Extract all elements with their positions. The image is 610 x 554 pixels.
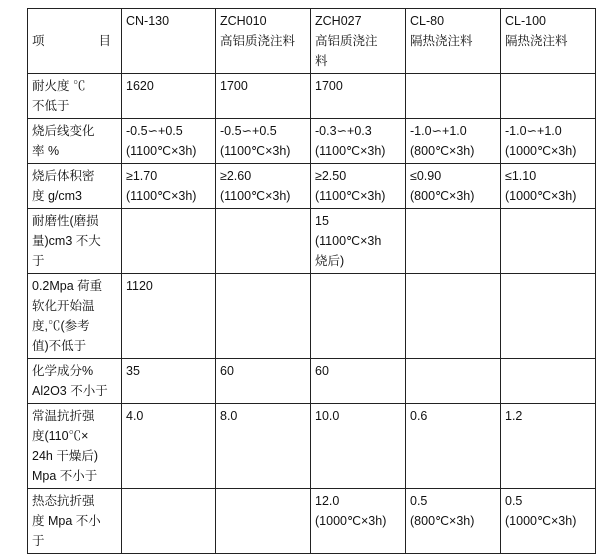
row-label: 热态抗折强 度 Mpa 不小 于 — [28, 489, 122, 554]
table-row — [28, 404, 596, 489]
table-row — [28, 119, 596, 164]
row-label: 化学成分% Al2O3 不小于 — [28, 359, 122, 404]
row-label: 常温抗折强 度(110℃× 24h 干燥后) Mpa 不小于 — [28, 404, 122, 489]
table-cell: ≥2.50 (1100℃×3h) — [311, 164, 406, 209]
table-cell — [216, 274, 311, 359]
table-row — [28, 359, 596, 404]
row-label: 耐火度 ℃ 不低于 — [28, 74, 122, 119]
table-cell: ≥1.70 (1100℃×3h) — [122, 164, 216, 209]
header-col-3: ZCH027 高铝质浇注 料 — [311, 9, 406, 74]
table-cell: 1700 — [216, 74, 311, 119]
table-cell: ≥2.60 (1100℃×3h) — [216, 164, 311, 209]
header-row — [28, 9, 596, 74]
row-label: 烧后线变化 率 % — [28, 119, 122, 164]
table-cell — [406, 359, 501, 404]
table-cell — [501, 209, 596, 274]
row-label: 0.2Mpa 荷重 软化开始温 度,℃(参考 值)不低于 — [28, 274, 122, 359]
table-cell: 1120 — [122, 274, 216, 359]
row-label: 耐磨性(磨损 量)cm3 不大 于 — [28, 209, 122, 274]
table-cell — [406, 74, 501, 119]
table-cell — [406, 274, 501, 359]
table-cell: 35 — [122, 359, 216, 404]
header-col-2: ZCH010 高铝质浇注料 — [216, 9, 311, 74]
table-cell — [311, 274, 406, 359]
table-cell — [406, 209, 501, 274]
table-cell: -0.5∽+0.5 (1100℃×3h) — [122, 119, 216, 164]
table-row — [28, 274, 596, 359]
table-cell: 0.5 (800℃×3h) — [406, 489, 501, 554]
header-col-4: CL-80 隔热浇注料 — [406, 9, 501, 74]
table-cell: 1700 — [311, 74, 406, 119]
table-cell: 1620 — [122, 74, 216, 119]
table-row — [28, 74, 596, 119]
table-cell: ≤0.90 (800℃×3h) — [406, 164, 501, 209]
table-cell — [501, 274, 596, 359]
table-cell: 10.0 — [311, 404, 406, 489]
table-cell: 12.0 (1000℃×3h) — [311, 489, 406, 554]
header-col-5: CL-100 隔热浇注料 — [501, 9, 596, 74]
table-row — [28, 489, 596, 554]
table-cell — [501, 74, 596, 119]
table-cell: 0.5 (1000℃×3h) — [501, 489, 596, 554]
table-cell: 15 (1100℃×3h 烧后) — [311, 209, 406, 274]
header-item-right: 目 — [98, 34, 111, 48]
row-label: 烧后体积密 度 g/cm3 — [28, 164, 122, 209]
table-cell: -0.5∽+0.5 (1100℃×3h) — [216, 119, 311, 164]
table-cell: 4.0 — [122, 404, 216, 489]
table-cell: ≤1.10 (1000℃×3h) — [501, 164, 596, 209]
header-item-cell — [28, 9, 122, 74]
table-cell: 60 — [311, 359, 406, 404]
table-cell: 0.6 — [406, 404, 501, 489]
header-item-left: 项 — [32, 34, 45, 48]
table-cell: -1.0∽+1.0 (1000℃×3h) — [501, 119, 596, 164]
table-cell — [501, 359, 596, 404]
table-cell — [122, 489, 216, 554]
table-cell — [122, 209, 216, 274]
header-col-1: CN-130 — [122, 9, 216, 74]
table-cell: 60 — [216, 359, 311, 404]
table-cell: 8.0 — [216, 404, 311, 489]
table-cell: -1.0∽+1.0 (800℃×3h) — [406, 119, 501, 164]
table-cell — [216, 489, 311, 554]
table-cell: -0.3∽+0.3 (1100℃×3h) — [311, 119, 406, 164]
table-cell — [216, 209, 311, 274]
spec-table — [27, 8, 596, 554]
table-row — [28, 209, 596, 274]
table-row — [28, 164, 596, 209]
table-cell: 1.2 — [501, 404, 596, 489]
